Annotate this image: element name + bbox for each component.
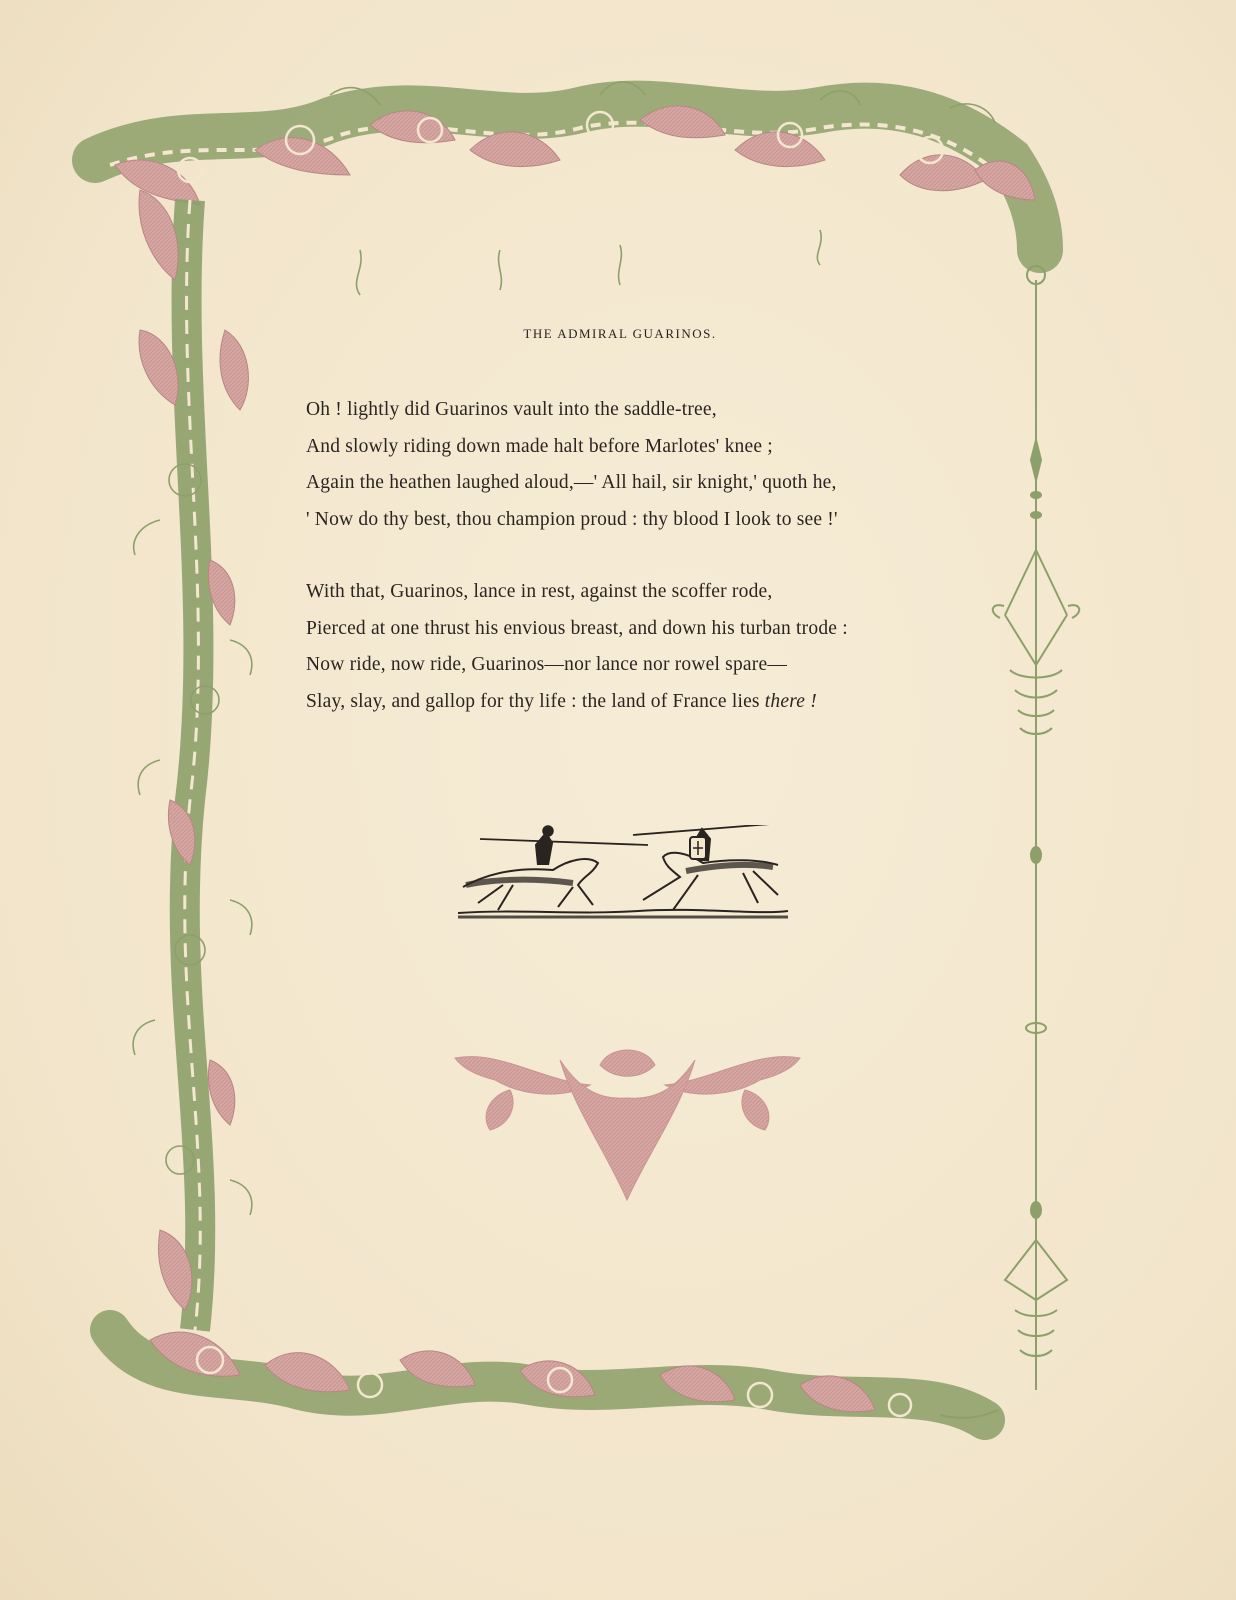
rose-fleuron-icon <box>455 1050 800 1200</box>
verse-line: Pierced at one thrust his envious breast, and down his turban trode : <box>306 617 848 639</box>
verse-text: Slay, slay, and gallop for thy life : the land of France lies <box>306 690 765 712</box>
verse-line: ' Now do thy best, thou champion proud : thy blood I look to see !' <box>306 508 838 530</box>
right-border <box>993 266 1079 1390</box>
page-title: THE ADMIRAL GUARINOS. <box>523 326 717 341</box>
verse-line: Oh ! lightly did Guarinos vault into the saddle-tree, <box>306 399 717 420</box>
verse-line: Now ride, now ride, Guarinos—nor lance nor rowel spare— <box>306 654 788 675</box>
verse-line: With that, Guarinos, lance in rest, against the scoffer rode, <box>306 581 773 602</box>
verse-emphasis: there ! <box>764 690 817 712</box>
verse-line: And slowly riding down made halt before Marlotes' knee ; <box>306 435 773 457</box>
verse-line-last <box>306 684 946 721</box>
verse-line: Again the heathen laughed aloud,—' All hail, sir knight,' quoth he, <box>306 472 837 493</box>
left-border <box>133 190 252 1330</box>
bottom-border <box>110 1330 998 1420</box>
top-border <box>95 104 1040 250</box>
jousting-knights-icon <box>458 825 808 945</box>
stanza-1 <box>306 392 946 538</box>
stanza-2 <box>306 574 946 720</box>
